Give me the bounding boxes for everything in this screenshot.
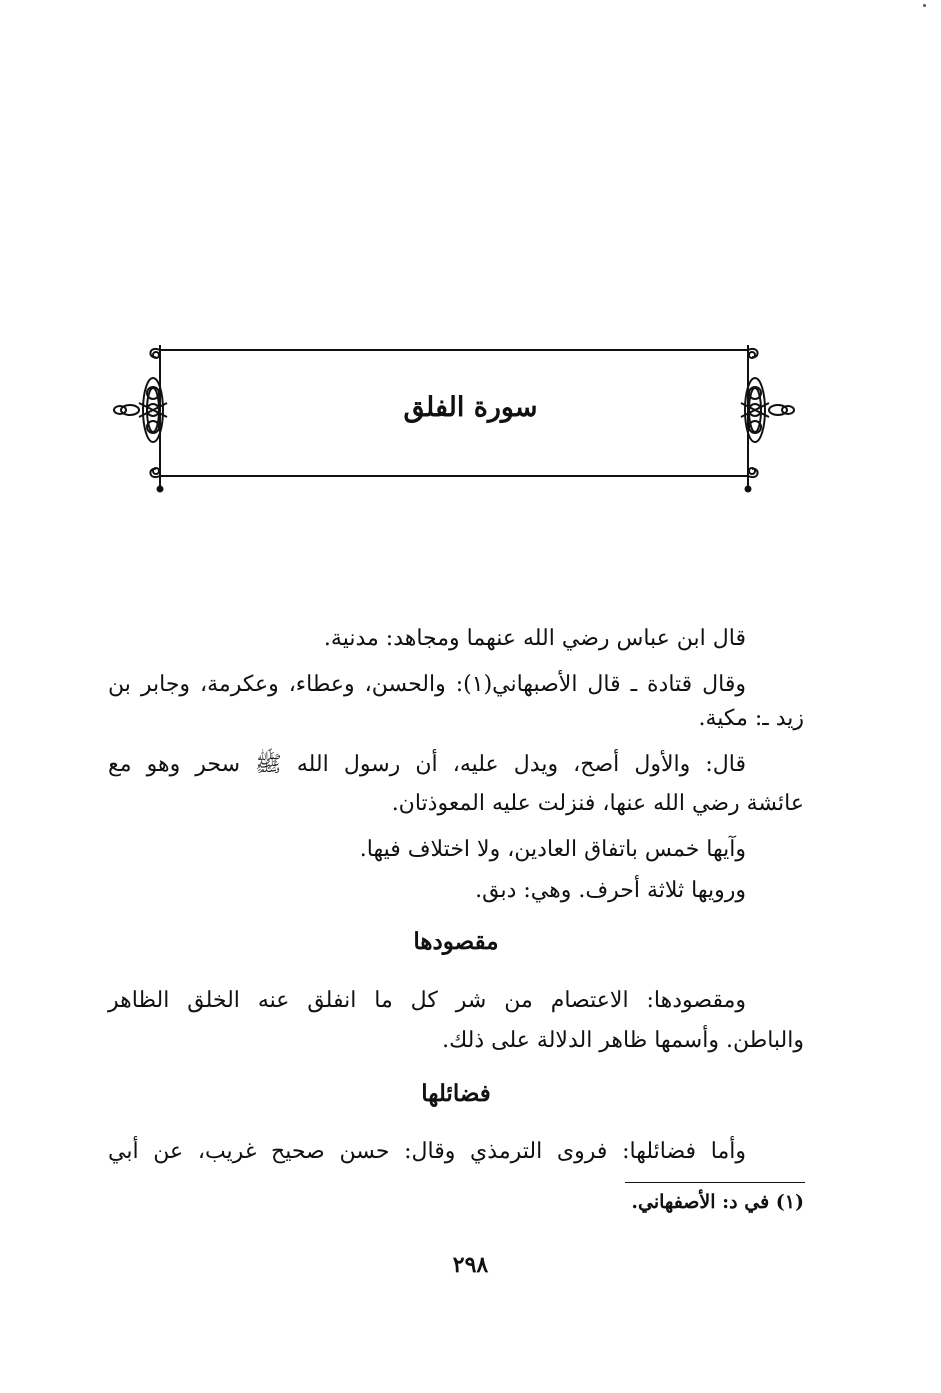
section-heading-fadail: فضائلها: [421, 1080, 491, 1107]
surah-title: سورة الفلق: [403, 392, 538, 423]
text-line: عائشة رضي الله عنها، فنزلت عليه المعوذتان.: [391, 791, 804, 816]
section-heading-maqsud: مقصودها: [413, 928, 499, 955]
text-line: قال ابن عباس رضي الله عنهما ومجاهد: مدنية.: [323, 626, 746, 651]
text-line: زيد ـ: مكية.: [698, 706, 804, 731]
footnote: (١) في د: الأصفهاني.: [631, 1191, 804, 1213]
text-line: وأما فضائلها: فروى الترمذي وقال: حسن صحيح غريب، عن أبي: [108, 1139, 746, 1164]
text-line: والباطن. وأسمها ظاهر الدلالة على ذلك.: [442, 1028, 804, 1053]
text-line: وآيها خمس باتفاق العادين، ولا اختلاف فيها.: [359, 837, 746, 862]
body-text: [108, 0, 804, 1393]
footnote-divider: [625, 1182, 805, 1183]
text-line: ومقصودها: الاعتصام من شر كل ما انفلق عنه الخلق الظاهر: [108, 988, 746, 1013]
corner-mark: [923, 4, 926, 7]
text-line: ورويها ثلاثة أحرف. وهي: دبق.: [475, 878, 746, 903]
text-line: وقال قتادة ـ قال الأصبهاني(١): والحسن، وعطاء، وعكرمة، وجابر بن: [108, 672, 746, 697]
text-line: قال: والأول أصح، ويدل عليه، أن رسول الله ﷺ سحر وهو مع: [108, 752, 746, 777]
page-number: ٢٩٨: [452, 1252, 489, 1278]
